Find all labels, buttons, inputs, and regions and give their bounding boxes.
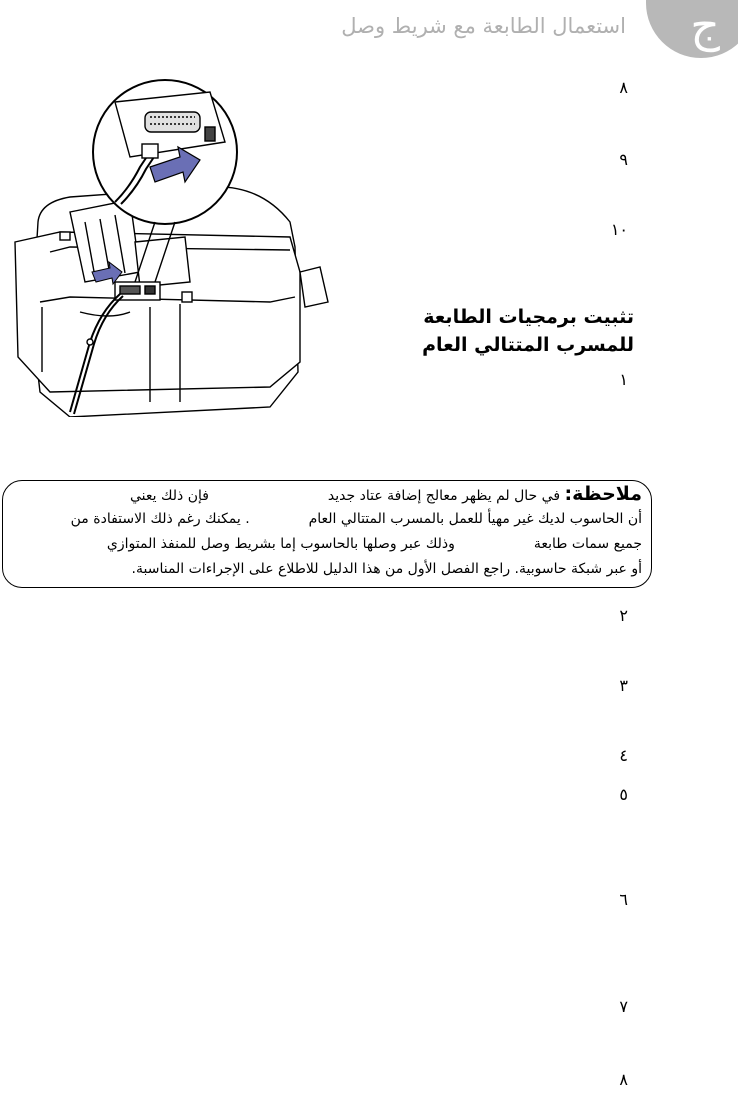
- section-heading: [374, 303, 634, 359]
- step-number-7: ٧: [619, 997, 628, 1016]
- chapter-letter: ج: [690, 0, 720, 52]
- step-number-5: ٥: [619, 785, 628, 804]
- step-number-3: ٣: [619, 676, 628, 695]
- note-line-3: [22, 532, 642, 557]
- note-line-3a: جميع سمات طابعة: [533, 536, 642, 552]
- note-line-1a: في حال لم يظهر معالج إضافة عتاد جديد: [327, 488, 561, 504]
- note-line-2a: أن الحاسوب لديك غير مهيأ للعمل بالمسرب المتتالي العام: [308, 511, 642, 527]
- step-number-8b: ٨: [619, 1070, 628, 1089]
- note-line-4: أو عبر شبكة حاسوبية. راجع الفصل الأول من هذا الدليل للاطلاع على الإجراءات المناسبة.: [131, 561, 642, 577]
- note-label: ملاحظة:: [564, 483, 642, 505]
- step-number-9: ٩: [619, 150, 628, 169]
- section-heading-line1: تثبيت برمجيات الطابعة: [423, 306, 634, 328]
- page-header-title: استعمال الطابعة مع شريط وصل: [341, 14, 626, 38]
- step-number-6: ٦: [619, 890, 628, 909]
- note-text: [22, 482, 642, 582]
- step-number-2: ٢: [619, 606, 628, 625]
- chapter-badge: [646, 0, 738, 58]
- note-line-2b: . يمكنك رغم ذلك الاستفادة من: [70, 511, 250, 527]
- section-heading-line2: للمسرب المتتالي العام: [422, 334, 634, 356]
- step-number-8: ٨: [619, 78, 628, 97]
- step-number-10: ١٠: [610, 220, 628, 239]
- note-line-1b: فإن ذلك يعني: [130, 488, 209, 504]
- step-number-1: ١: [619, 370, 628, 389]
- note-line-3b: وذلك عبر وصلها بالحاسوب إما بشريط وصل للمنفذ المتوازي: [106, 536, 455, 552]
- note-line-2: [22, 507, 642, 532]
- step-number-4: ٤: [619, 746, 628, 765]
- note-line-1: [22, 482, 642, 507]
- printer-illustration: [10, 72, 345, 417]
